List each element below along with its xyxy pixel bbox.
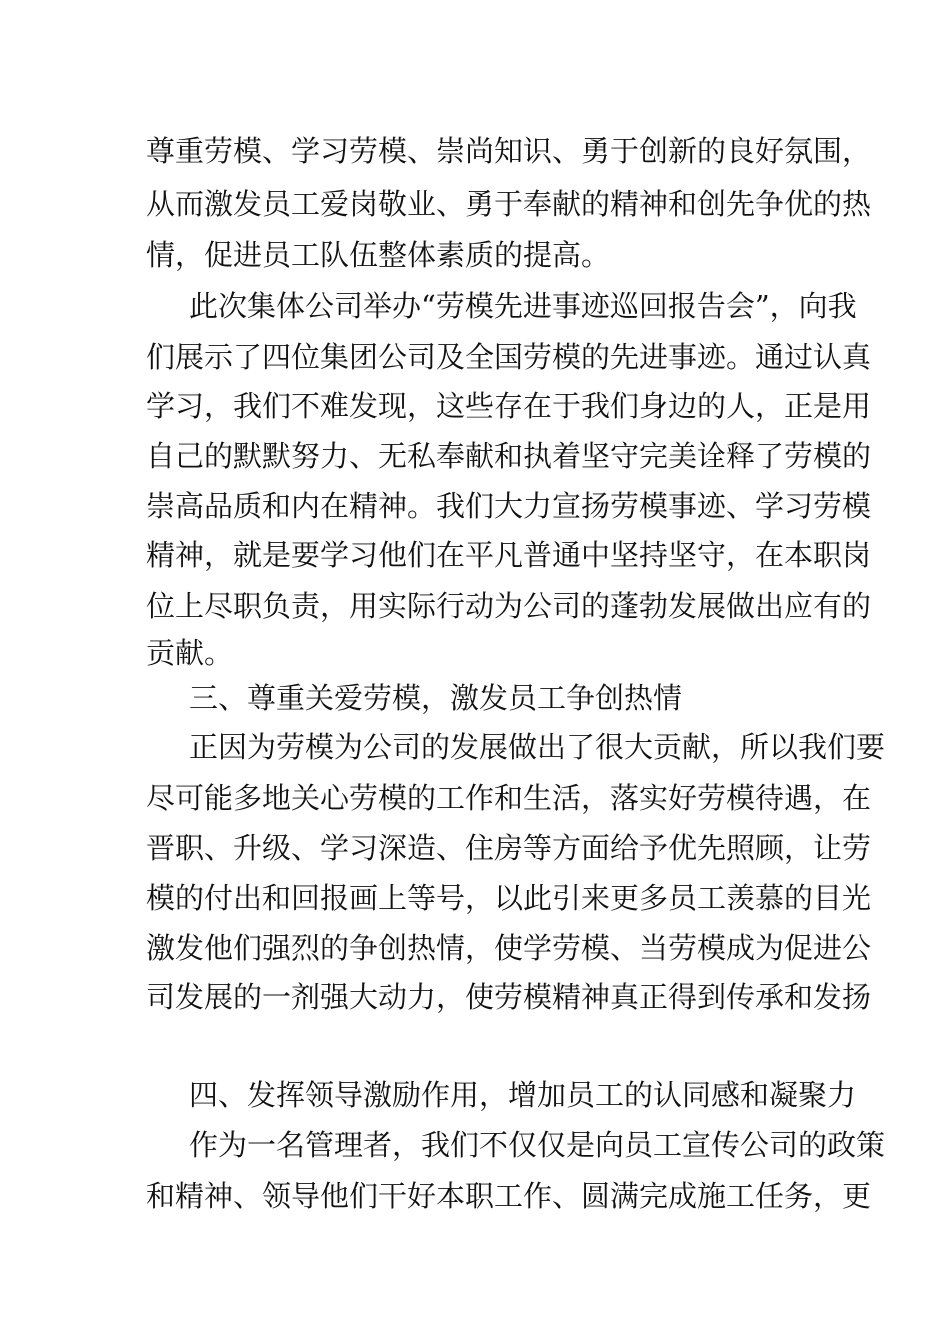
paragraph-line: 崇高品质和内在精神。我们大力宣扬劳模事迹、学习劳模 [146,489,872,523]
paragraph-line: 情，促进员工队伍整体素质的提高。 [146,238,611,272]
paragraph-line: 位上尽职负责，用实际行动为公司的蓬勃发展做出应有的 [146,589,872,623]
paragraph-line: 作为一名管理者，我们不仅仅是向员工宣传公司的政策 [189,1128,886,1162]
paragraph-line: 尽可能多地关心劳模的工作和生活，落实好劳模待遇，在 [146,781,872,815]
paragraph-line: 晋职、升级、学习深造、住房等方面给予优先照顾，让劳 [146,831,872,865]
section-heading: 四、发挥领导激励作用，增加员工的认同感和凝聚力 [189,1078,857,1112]
paragraph-line: 司发展的一剂强大动力，使劳模精神真正得到传承和发扬 [146,980,872,1014]
section-heading: 三、尊重关爱劳模，激发员工争创热情 [189,681,683,715]
paragraph-line: 此次集体公司举办“劳模先进事迹巡回报告会”，向我 [189,289,857,323]
paragraph-line: 贡献。 [146,636,234,670]
paragraph-line: 从而激发员工爱岗敬业、勇于奉献的精神和创先争优的热 [146,187,872,221]
paragraph-line: 们展示了四位集团公司及全国劳模的先进事迹。通过认真 [146,340,872,374]
paragraph-line: 精神，就是要学习他们在平凡普通中坚持坚守，在本职岗 [146,538,872,572]
paragraph-line: 和精神、领导他们干好本职工作、圆满完成施工任务，更 [146,1179,872,1213]
paragraph-line: 自己的默默努力、无私奉献和执着坚守完美诠释了劳模的 [146,439,872,473]
paragraph-line: 正因为劳模为公司的发展做出了很大贡献，所以我们要 [189,730,886,764]
paragraph-line: 模的付出和回报画上等号，以此引来更多员工羡慕的目光 [146,881,872,915]
paragraph-line: 尊重劳模、学习劳模、崇尚知识、勇于创新的良好氛围， [146,134,872,168]
paragraph-line: 学习，我们不难发现，这些存在于我们身边的人，正是用 [146,389,872,423]
paragraph-line: 激发他们强烈的争创热情，使学劳模、当劳模成为促进公 [146,931,872,965]
